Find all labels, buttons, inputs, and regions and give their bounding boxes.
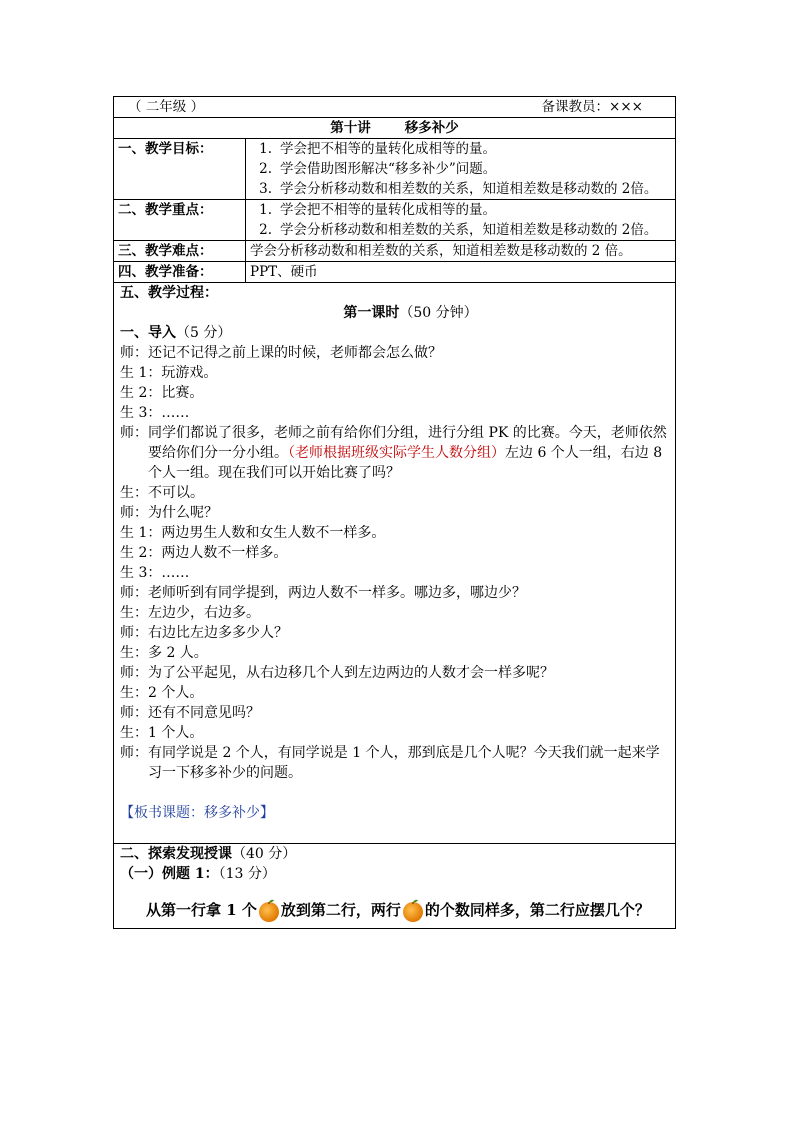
board-note: 【板书课题：移多补少】 xyxy=(120,805,274,821)
speaker: 生 2： xyxy=(120,545,162,561)
dialogue-line xyxy=(120,643,671,663)
speaker: 师： xyxy=(120,745,148,761)
example-heading-text: （一）例题 1： xyxy=(120,866,219,882)
spacer xyxy=(120,823,671,843)
line-text: 两边人数不一样多。 xyxy=(161,545,288,561)
speaker: 生 1： xyxy=(120,525,162,541)
speaker: 师： xyxy=(120,585,148,601)
question-part: 从第一行拿 1 个 xyxy=(146,901,257,919)
speaker: 生： xyxy=(120,605,148,621)
line-text: 多 2 人。 xyxy=(148,645,208,661)
dialogue-line xyxy=(120,703,671,723)
speaker: 师： xyxy=(120,345,148,361)
speaker: 生 3： xyxy=(120,565,162,581)
line-text: 玩游戏。 xyxy=(161,365,218,381)
speaker: 师： xyxy=(120,425,148,441)
lesson-duration: （50 分钟） xyxy=(399,305,478,321)
speaker: 师： xyxy=(120,665,148,681)
line-text: …… xyxy=(161,565,190,581)
dialogue-line xyxy=(120,423,671,483)
speaker: 师： xyxy=(120,625,148,641)
item-text: 学会把不相等的量转化成相等的量。 xyxy=(280,202,496,218)
item-number: 2. xyxy=(259,161,272,177)
line-text: 还有不同意见吗？ xyxy=(148,705,260,721)
speaker: 师： xyxy=(120,705,148,721)
line-text-part: 同学们都说了很多，老师之前有给你们分组，进行分组 PK 的比赛。今天，老师依然要给你们分一分小组。 xyxy=(148,425,667,461)
dialogue-line xyxy=(120,483,671,503)
dialogue-line xyxy=(120,683,671,703)
goals-content xyxy=(246,139,676,200)
grade-label: （ 二年级 ） xyxy=(128,99,205,115)
lecture-title xyxy=(114,118,676,139)
item-text: 学会把不相等的量转化成相等的量。 xyxy=(280,141,496,157)
lecture-topic: 移多补少 xyxy=(404,120,459,136)
dialogue-line xyxy=(120,563,671,583)
list-item xyxy=(250,200,671,220)
item-text: 学会借助图形解决“移多补少”问题。 xyxy=(280,161,497,177)
header-row xyxy=(114,97,676,118)
line-text: 还记不记得之前上课的时候，老师都会怎么做？ xyxy=(148,345,442,361)
explore-heading xyxy=(120,844,671,864)
question-part: 放到第二行，两行 xyxy=(280,901,401,919)
item-number: 2. xyxy=(259,222,272,238)
speaker: 生： xyxy=(120,725,148,741)
explore-heading-text: 二、探索发现授课 xyxy=(120,846,232,862)
item-number: 1. xyxy=(259,202,272,218)
lesson-plan-table xyxy=(113,96,676,929)
item-number: 1. xyxy=(259,141,272,157)
explore-section xyxy=(114,844,676,929)
dialogue-line xyxy=(120,743,671,783)
dialogue-line xyxy=(120,523,671,543)
speaker: 生： xyxy=(120,645,148,661)
intro-heading xyxy=(120,323,671,343)
intro-heading-text: 一、导入 xyxy=(120,325,176,341)
orange-icon xyxy=(258,898,280,922)
line-text: 右边比左边多多少人？ xyxy=(148,625,288,641)
dialogue-line xyxy=(120,583,671,603)
line-text: 为什么呢？ xyxy=(148,505,218,521)
speaker: 生 2： xyxy=(120,385,162,401)
lecture-number: 第十讲 xyxy=(330,120,371,136)
orange-icon xyxy=(402,898,424,922)
item-text: 学会分析移动数和相差数的关系，知道相差数是移动数的 2倍。 xyxy=(280,222,658,238)
example-question xyxy=(120,892,671,928)
list-item xyxy=(250,220,671,240)
teacher-note: （老师根据班级实际学生人数分组） xyxy=(288,445,505,461)
dialogue-line xyxy=(120,623,671,643)
dialogue-line xyxy=(120,363,671,383)
speaker: 生： xyxy=(120,485,148,501)
speaker: 生 3： xyxy=(120,405,162,421)
lesson-title-text: 第一课时 xyxy=(343,305,400,321)
question-part: 的个数同样多，第二行应摆几个？ xyxy=(424,901,650,919)
line-text: 两边男生人数和女生人数不一样多。 xyxy=(161,525,386,541)
preparation-label: 四、教学准备： xyxy=(114,262,246,283)
key-points-content xyxy=(246,200,676,241)
speaker: 生 1： xyxy=(120,365,162,381)
line-text: 为了公平起见，从右边移几个人到左边两边的人数才会一样多呢？ xyxy=(148,665,554,681)
dialogue-line xyxy=(120,543,671,563)
dialogue-line xyxy=(120,403,671,423)
process-label: 五、教学过程： xyxy=(120,285,218,301)
dialogue-line xyxy=(120,383,671,403)
item-text: 学会分析移动数和相差数的关系，知道相差数是移动数的 2倍。 xyxy=(280,181,658,197)
dialogue-line xyxy=(120,603,671,623)
difficulty-label: 三、教学难点： xyxy=(114,241,246,262)
line-text-part: 左边 6 个人一组，右边 8 个人一组。现在我们可以开始比赛了吗？ xyxy=(148,445,663,481)
speaker: 生： xyxy=(120,685,148,701)
line-text: 2 个人。 xyxy=(148,685,204,701)
list-item xyxy=(250,159,671,179)
dialogue-line xyxy=(120,723,671,743)
list-item xyxy=(250,139,671,159)
line-text: 1 个人。 xyxy=(148,725,204,741)
goals-label: 一、教学目标： xyxy=(114,139,246,200)
difficulty-content: 学会分析移动数和相差数的关系，知道相差数是移动数的 2 倍。 xyxy=(246,241,676,262)
lesson-title xyxy=(150,303,671,323)
dialogue-line xyxy=(120,663,671,683)
teacher-label: 备课教员：××× xyxy=(541,99,643,115)
line-text xyxy=(148,423,671,483)
list-item xyxy=(250,179,671,199)
speaker: 师： xyxy=(120,505,148,521)
dialogue-line xyxy=(120,503,671,523)
line-text: 有同学说是 2 个人，有同学说是 1 个人，那到底是几个人呢？今天我们就一起来学习一下移多补少的问题。 xyxy=(148,745,660,781)
line-text: 比赛。 xyxy=(161,385,204,401)
key-points-list xyxy=(250,200,671,240)
line-text: 老师听到有同学提到，两边人数不一样多。哪边多，哪边少？ xyxy=(148,585,526,601)
example-heading xyxy=(120,864,671,884)
process-content xyxy=(114,283,676,844)
spacer xyxy=(120,783,671,803)
item-number: 3. xyxy=(259,181,272,197)
dialogue-line xyxy=(120,343,671,363)
explore-duration: （40 分） xyxy=(232,846,297,862)
intro-duration: （5 分） xyxy=(176,325,232,341)
line-text: …… xyxy=(161,405,190,421)
example-duration: （13 分） xyxy=(218,866,276,882)
line-text: 左边少，右边多。 xyxy=(148,605,260,621)
goals-list xyxy=(250,139,671,199)
key-points-label: 二、教学重点： xyxy=(114,200,246,241)
line-text: 不可以。 xyxy=(148,485,204,501)
preparation-content: PPT、硬币 xyxy=(246,262,676,283)
